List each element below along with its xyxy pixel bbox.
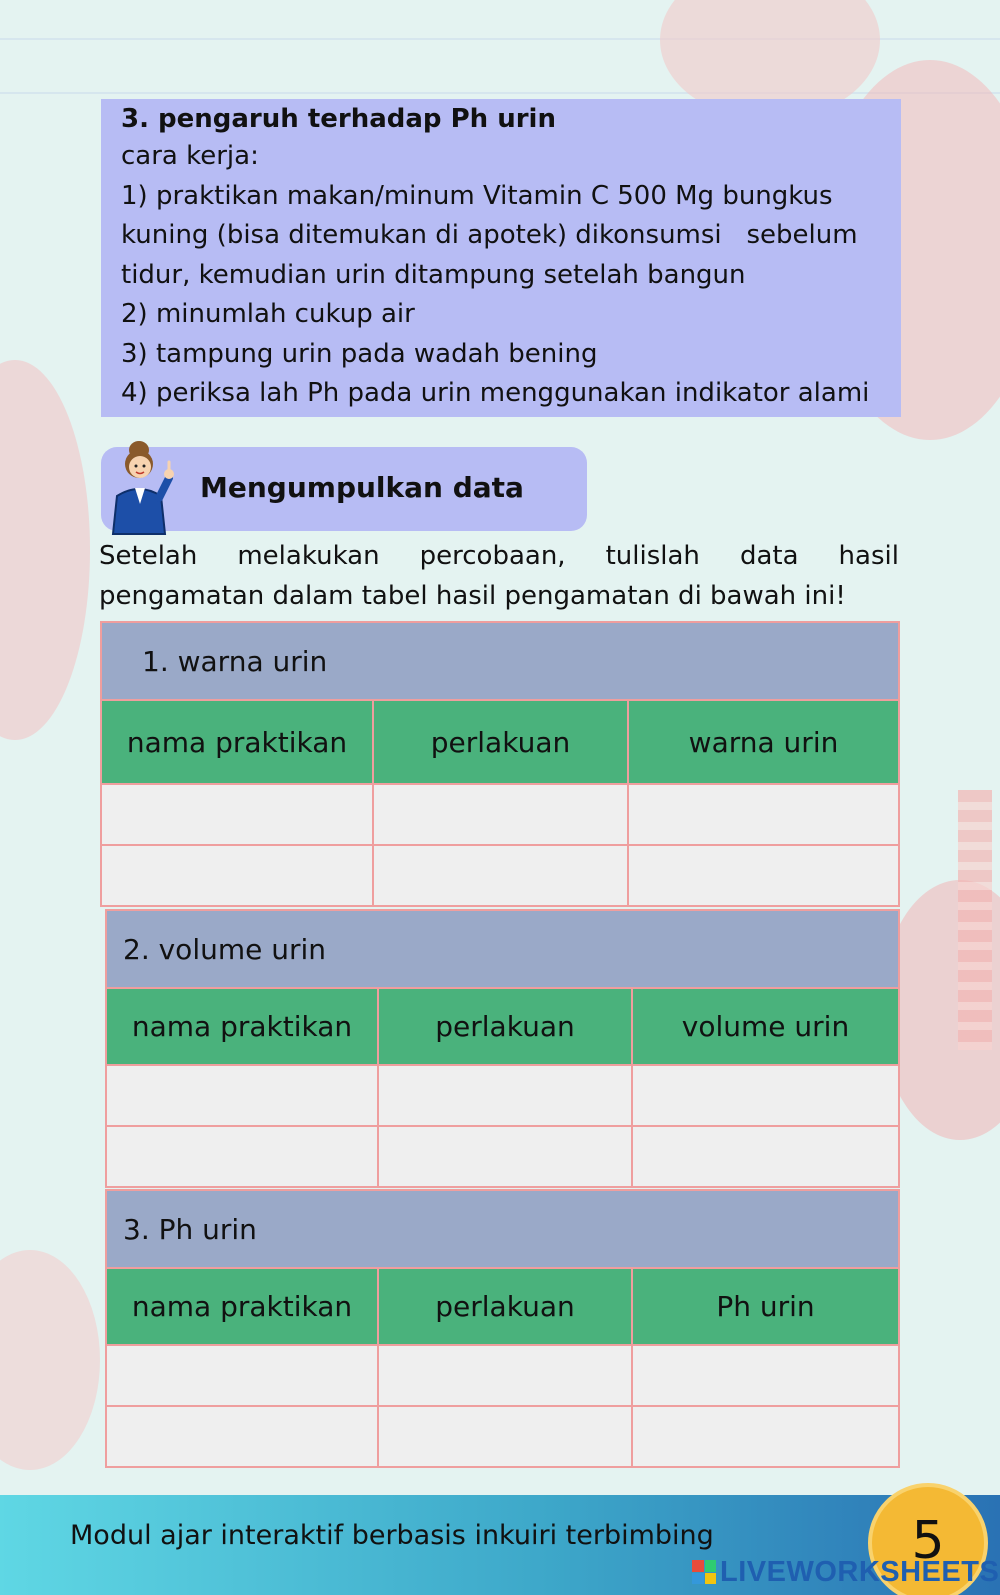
table-cell-input[interactable] — [628, 845, 899, 906]
procedure-subtitle: cara kerja: — [121, 141, 259, 171]
column-header: warna urin — [628, 700, 899, 784]
table-cell-input[interactable] — [378, 1126, 632, 1187]
procedure-step: kuning (bisa ditemukan di apotek) dikonsumsi sebelum — [121, 220, 858, 250]
lung-illustration — [0, 360, 90, 740]
procedure-step: 4) periksa lah Ph pada urin menggunakan indikator alami — [121, 378, 870, 408]
table-row — [106, 1126, 899, 1187]
procedure-title: 3. pengaruh terhadap Ph urin — [121, 104, 556, 134]
table-row — [106, 1345, 899, 1406]
table-cell-input[interactable] — [378, 1406, 632, 1467]
table-row — [106, 1406, 899, 1467]
table-cell-input[interactable] — [632, 1406, 899, 1467]
procedure-step: 2) minumlah cukup air — [121, 299, 415, 329]
watermark-text: LIVEWORKSHEETS — [720, 1555, 1000, 1588]
instruction-text — [99, 536, 899, 616]
table-cell-input[interactable] — [101, 845, 373, 906]
table-cell-input[interactable] — [373, 784, 628, 845]
procedure-step: tidur, kemudian urin ditampung setelah bangun — [121, 259, 746, 290]
page-number: 5 — [911, 1511, 945, 1571]
column-header: nama praktikan — [106, 1268, 378, 1345]
table-cell-input[interactable] — [106, 1406, 378, 1467]
observation-table-warna — [100, 621, 900, 907]
column-header: perlakuan — [378, 1268, 632, 1345]
column-header: volume urin — [632, 988, 899, 1065]
table-row — [101, 784, 899, 845]
table-cell-input[interactable] — [378, 1345, 632, 1406]
table-row — [106, 1065, 899, 1126]
procedure-step: 1) praktikan makan/minum Vitamin C 500 Mg bungkus — [121, 180, 833, 211]
liveworksheets-watermark — [692, 1555, 999, 1589]
table-title: 3. Ph urin — [106, 1190, 899, 1268]
footer-text: Modul ajar interaktif berbasis inkuiri terbimbing — [70, 1520, 714, 1551]
observation-table-volume — [105, 909, 900, 1188]
table-cell-input[interactable] — [106, 1126, 378, 1187]
lung-illustration — [0, 1250, 100, 1470]
section-title: Mengumpulkan data — [200, 471, 524, 504]
instruction-line-1: Setelah melakukan percobaan, tulislah data hasil — [99, 541, 899, 571]
table-cell-input[interactable] — [632, 1065, 899, 1126]
table-title: 2. volume urin — [106, 910, 899, 988]
table-cell-input[interactable] — [373, 845, 628, 906]
table-cell-input[interactable] — [632, 1126, 899, 1187]
column-header: nama praktikan — [106, 988, 378, 1065]
table-row — [101, 845, 899, 906]
procedure-card — [101, 99, 901, 417]
trachea-illustration — [958, 790, 992, 1050]
table-cell-input[interactable] — [106, 1065, 378, 1126]
column-header: perlakuan — [378, 988, 632, 1065]
instruction-line-2: pengamatan dalam tabel hasil pengamatan di bawah ini! — [99, 581, 846, 611]
table-title: 1. warna urin — [101, 622, 899, 700]
table-cell-input[interactable] — [378, 1065, 632, 1126]
teacher-icon — [99, 438, 179, 536]
column-header: Ph urin — [632, 1268, 899, 1345]
table-cell-input[interactable] — [101, 784, 373, 845]
table-cell-input[interactable] — [632, 1345, 899, 1406]
table-cell-input[interactable] — [106, 1345, 378, 1406]
observation-table-ph — [105, 1189, 900, 1468]
column-header: nama praktikan — [101, 700, 373, 784]
table-cell-input[interactable] — [628, 784, 899, 845]
procedure-step: 3) tampung urin pada wadah bening — [121, 338, 598, 369]
column-header: perlakuan — [373, 700, 628, 784]
liveworksheets-logo-icon — [692, 1560, 716, 1584]
